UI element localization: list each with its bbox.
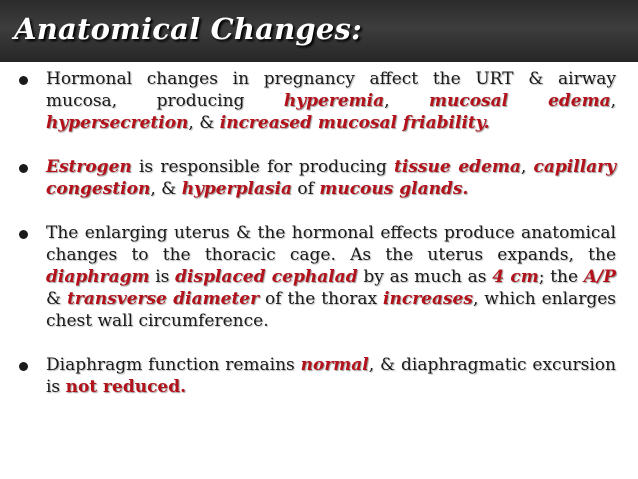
text-run: , & diaphragmatic excursion is <box>46 355 616 397</box>
emphasis-text: mucous glands. <box>319 179 469 199</box>
text-run: , which enlarges chest wall circumference. <box>46 289 616 331</box>
text-run: ; the <box>538 267 584 287</box>
emphasis-text: increased mucosal friability <box>219 113 484 133</box>
emphasis-text: displaced cephalad <box>175 267 358 287</box>
emphasis-text: Estrogen <box>46 157 132 177</box>
emphasis-text: normal <box>300 355 369 375</box>
title-bar <box>0 0 638 62</box>
emphasis-text: tissue edema <box>394 157 521 177</box>
emphasis-text: capillary congestion <box>46 157 617 199</box>
bullet-text <box>46 355 616 397</box>
text-run: Hormonal changes in pregnancy affect the URT & airway mucosa, producing <box>46 69 616 111</box>
text-run: , & <box>150 179 182 199</box>
emphasis-text: hyperemia <box>283 91 385 111</box>
emphasis-text: mucosal edema <box>429 91 611 111</box>
emphasis-text: diaphragm <box>46 267 150 287</box>
text-run: of the thorax <box>259 289 384 309</box>
bullet-text <box>46 223 616 331</box>
text-run: of <box>292 179 320 199</box>
text-run: , <box>384 91 429 111</box>
bullet-dot-icon <box>19 76 28 85</box>
emphasis-text: transverse diameter <box>67 289 260 309</box>
emphasis-text: hyperplasia <box>181 179 292 199</box>
bullet-dot-icon <box>19 164 28 173</box>
emphasis-text: increases <box>383 289 473 309</box>
text-run: is responsible for producing <box>131 157 395 177</box>
bullet-item <box>16 222 616 332</box>
bullet-item <box>16 68 616 134</box>
bullet-list <box>16 68 616 420</box>
bullet-dot-icon <box>19 230 28 239</box>
emphasis-text: 4 cm <box>492 267 539 287</box>
text-run: by as much as <box>357 267 493 287</box>
text-run: , <box>610 91 617 111</box>
text-run: Diaphragm function remains <box>46 355 301 375</box>
emphasis-text: not reduced. <box>65 377 187 397</box>
emphasis-text: . <box>483 113 490 133</box>
emphasis-text: A/P <box>583 267 616 287</box>
text-run: , <box>520 157 534 177</box>
text-run: , & <box>188 113 220 133</box>
slide-title: Anatomical Changes: <box>14 12 362 46</box>
text-run: The enlarging uterus & the hormonal effects produce anatomical changes to the thoracic cage. As the uterus expands, the <box>46 223 616 265</box>
bullet-item <box>16 156 616 200</box>
text-run: & <box>46 289 68 309</box>
bullet-text <box>46 69 616 133</box>
bullet-item <box>16 354 616 398</box>
bullet-dot-icon <box>19 362 28 371</box>
bullet-text <box>46 157 616 199</box>
text-run: is <box>149 267 176 287</box>
emphasis-text: hypersecretion <box>46 113 189 133</box>
